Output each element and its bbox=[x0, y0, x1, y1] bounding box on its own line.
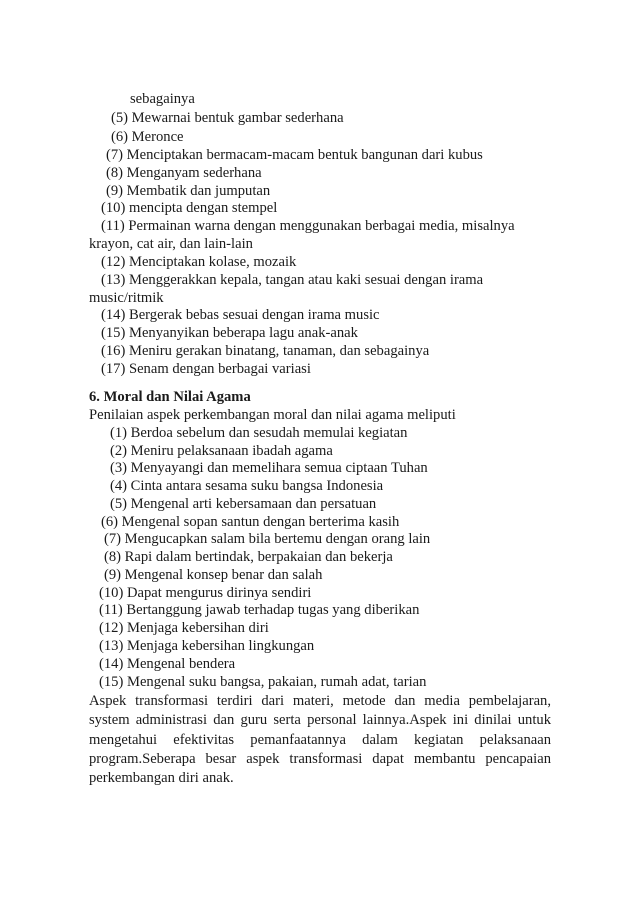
list-item: (11) Permainan warna dengan menggunakan berbagai media, misalnya bbox=[101, 218, 515, 234]
list-item: (6) Meronce bbox=[111, 129, 184, 145]
list-item: (4) Cinta antara sesama suku bangsa Indonesia bbox=[110, 478, 384, 494]
list-item: (12) Menjaga kebersihan diri bbox=[99, 620, 269, 636]
list-item-continuation: sebagainya bbox=[130, 91, 195, 107]
section-intro: Penilaian aspek perkembangan moral dan nilai agama meliputi bbox=[89, 407, 456, 423]
list-item: (6) Mengenal sopan santun dengan berterima kasih bbox=[101, 514, 400, 530]
list-item: (9) Mengenal konsep benar dan salah bbox=[104, 567, 323, 583]
list-item: (9) Membatik dan jumputan bbox=[106, 183, 271, 199]
list-item: (11) Bertanggung jawab terhadap tugas yang diberikan bbox=[99, 602, 420, 618]
list-item: (15) Menyanyikan beberapa lagu anak-anak bbox=[101, 325, 358, 341]
section-heading: 6. Moral dan Nilai Agama bbox=[89, 389, 251, 405]
list-item: (1) Berdoa sebelum dan sesudah memulai kegiatan bbox=[110, 425, 408, 441]
list-item: (3) Menyayangi dan memelihara semua ciptaan Tuhan bbox=[110, 460, 428, 476]
list-item-wrap: krayon, cat air, dan lain-lain bbox=[89, 236, 253, 252]
list-item: (15) Mengenal suku bangsa, pakaian, rumah adat, tarian bbox=[99, 674, 427, 690]
list-item: (2) Meniru pelaksanaan ibadah agama bbox=[110, 443, 333, 459]
list-item: (13) Menggerakkan kepala, tangan atau kaki sesuai dengan irama bbox=[101, 272, 484, 288]
list-item: (5) Mewarnai bentuk gambar sederhana bbox=[111, 110, 344, 126]
list-item: (5) Mengenal arti kebersamaan dan persatuan bbox=[110, 496, 377, 512]
list-item: (7) Mengucapkan salam bila bertemu dengan orang lain bbox=[104, 531, 431, 547]
list-item: (14) Bergerak bebas sesuai dengan irama music bbox=[101, 307, 380, 323]
list-item: (10) Dapat mengurus dirinya sendiri bbox=[99, 585, 312, 601]
closing-paragraph: Aspek transformasi terdiri dari materi, metode dan media pembelajaran, system administrasi dan guru serta personal lainnya.Aspek ini dinilai untuk mengetahui efektivitas pemanfaatannya dalam kegiatan pelaksanaan program.Seberapa besar aspek transformasi dapat membantu pencapaian perkembangan diri anak. bbox=[89, 693, 551, 787]
list-item: (8) Rapi dalam bertindak, berpakaian dan bekerja bbox=[104, 549, 393, 565]
list-item: (14) Mengenal bendera bbox=[99, 656, 236, 672]
list-item: (10) mencipta dengan stempel bbox=[101, 200, 278, 216]
list-item-wrap: music/ritmik bbox=[89, 290, 164, 306]
list-item: (16) Meniru gerakan binatang, tanaman, dan sebagainya bbox=[101, 343, 430, 359]
list-item: (13) Menjaga kebersihan lingkungan bbox=[99, 638, 315, 654]
list-item: (8) Menganyam sederhana bbox=[106, 165, 262, 181]
list-item: (17) Senam dengan berbagai variasi bbox=[101, 361, 311, 377]
list-item: (7) Menciptakan bermacam-macam bentuk bangunan dari kubus bbox=[106, 147, 483, 163]
list-item: (12) Menciptakan kolase, mozaik bbox=[101, 254, 297, 270]
